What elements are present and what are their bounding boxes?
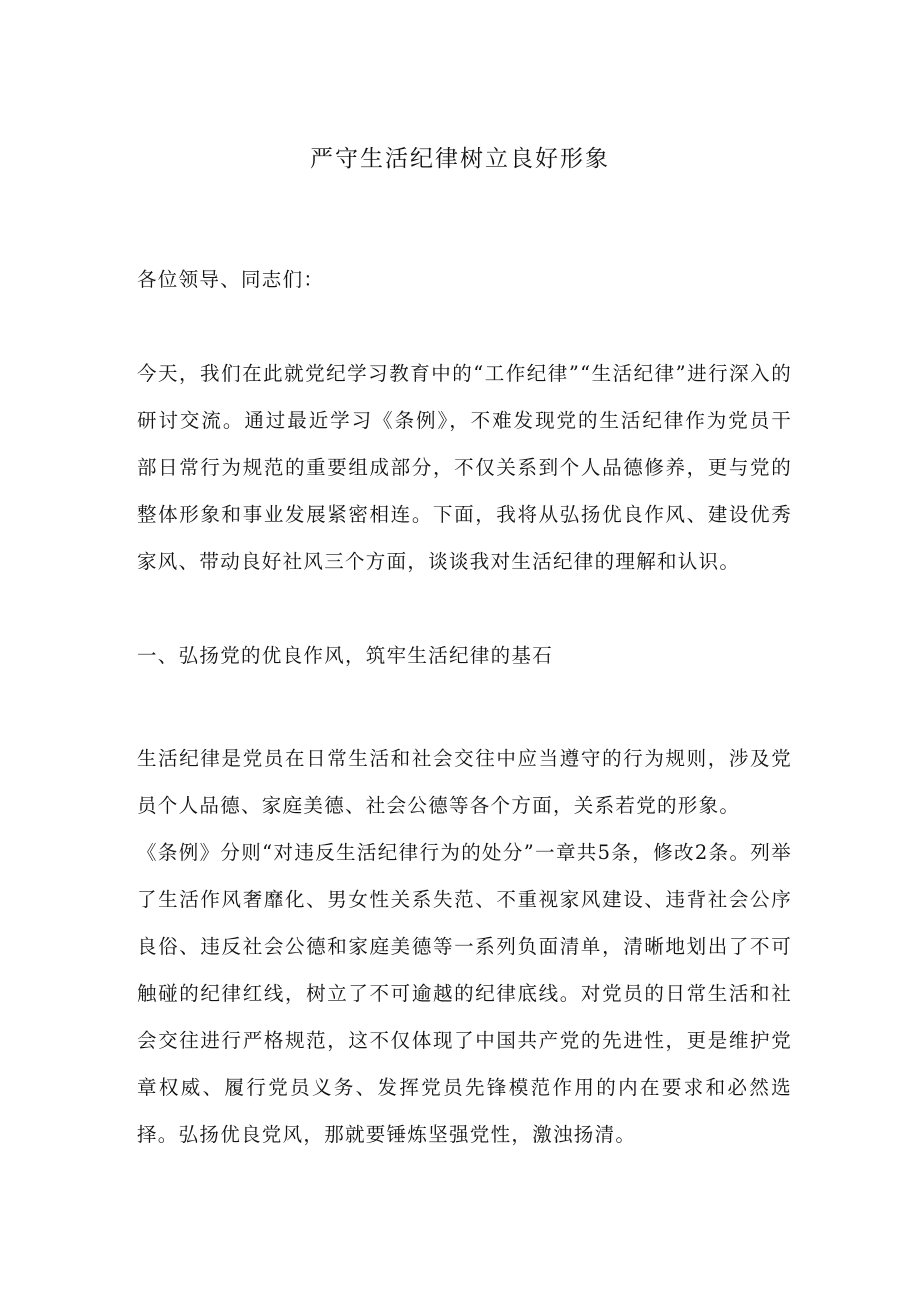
salutation-text: 各位领导、同志们：	[137, 268, 325, 291]
document-title: 严守生活纪律树立良好形象	[310, 146, 610, 172]
section-heading	[137, 632, 792, 679]
section-paragraph-1: 生活纪律是党员在日常生活和社会交往中应当遵守的行为规则，涉及党员个人品德、家庭美德、社会公德等各个方面，关系若党的形象。	[137, 747, 792, 817]
salutation	[137, 256, 792, 303]
section-heading-text: 一、弘扬党的优良作风，筑牢生活纪律的基石	[137, 644, 554, 667]
section-body	[137, 735, 792, 1158]
intro-text: 今天，我们在此就党纪学习教育中的“工作纪律”“生活纪律”进行深入的研讨交流。通过最近学习《条例》，不难发现党的生活纪律作为党员干部日常行为规范的重要组成部分，不仅关系到个人品德修养，更与党的整体形象和事业发展紧密相连。下面，我将从弘扬优良作风、建设优秀家风、带动良好社风三个方面，谈谈我对生活纪律的理解和认识。	[137, 362, 792, 573]
section-paragraph-2: 《条例》分则“对违反生活纪律行为的处分”一章共5条，修改2条。列举了生活作风奢靡化、男女性关系失范、不重视家风建设、违背社会公序良俗、违反社会公德和家庭美德等一系列负面清单，清晰地划出了不可触碰的纪律红线，树立了不可逾越的纪律底线。对党员的日常生活和社会交往进行严格规范，这不仅体现了中国共产党的先进性，更是维护党章权威、履行党员义务、发挥党员先锋模范作用的内在要求和必然选择。弘扬优良党风，那就要锤炼坚强党性，激浊扬清。	[137, 841, 792, 1146]
intro-paragraph	[137, 350, 792, 585]
